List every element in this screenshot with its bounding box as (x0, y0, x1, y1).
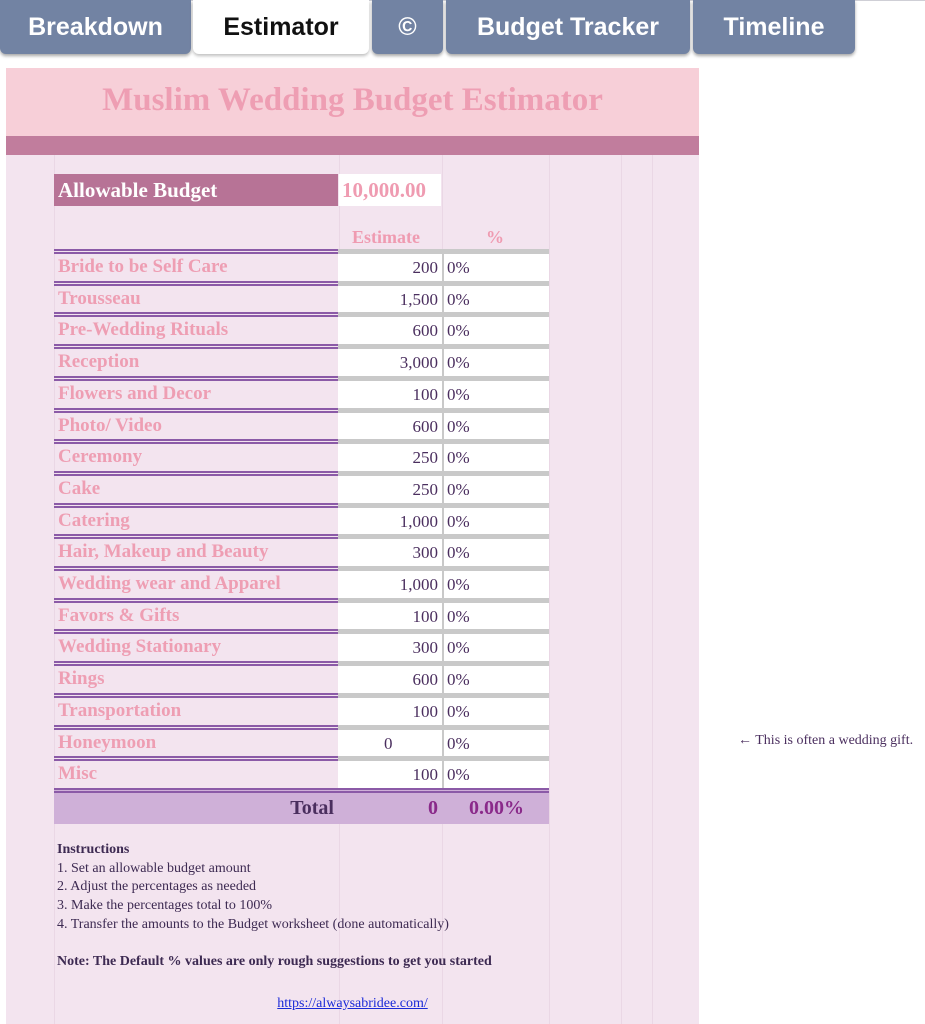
header-stripe (6, 136, 699, 155)
instructions-heading: Instructions (57, 842, 130, 857)
tab-breakdown[interactable]: Breakdown (0, 0, 191, 54)
budget-row (54, 249, 549, 281)
percent-cell[interactable]: 0% (444, 603, 549, 630)
estimate-cell[interactable]: 3,000 (338, 349, 442, 376)
estimate-cell[interactable]: 100 (338, 381, 442, 408)
category-label: Transportation (58, 699, 182, 721)
tab-copyright[interactable]: © (372, 0, 443, 54)
total-percent: 0.00% (469, 797, 524, 819)
estimate-cell[interactable]: 600 (338, 666, 442, 693)
budget-row (54, 312, 549, 344)
allowable-budget-cell[interactable]: 10,000.00 (339, 174, 441, 206)
category-label: Photo/ Video (58, 414, 162, 436)
category-label: Honeymoon (58, 731, 157, 753)
category-label: Pre-Wedding Rituals (58, 319, 229, 341)
category-label: Rings (58, 668, 105, 690)
estimate-cell[interactable]: 1,000 (338, 508, 442, 535)
budget-row (54, 629, 549, 661)
category-label: Wedding wear and Apparel (58, 573, 281, 594)
sheet-title: Muslim Wedding Budget Estimator (102, 82, 603, 118)
budget-row (54, 471, 549, 503)
budget-row (54, 344, 549, 376)
instructions-note: Note: The Default % values are only rough suggestions to get you started (57, 954, 492, 969)
category-label: Wedding Stationary (58, 636, 222, 658)
percent-column-header: % (486, 227, 504, 247)
category-label: Hair, Makeup and Beauty (58, 541, 269, 563)
category-label: Reception (58, 351, 140, 373)
estimate-cell[interactable]: 300 (338, 539, 442, 566)
total-row (54, 790, 549, 824)
category-label: Ceremony (58, 446, 143, 468)
percent-cell[interactable]: 0% (444, 508, 549, 535)
category-label: Catering (58, 509, 130, 531)
estimate-cell[interactable]: 0 (338, 730, 442, 757)
website-link[interactable]: https://alwaysabridee.com/ (277, 996, 428, 1011)
category-label: Flowers and Decor (58, 382, 212, 404)
budget-row (54, 408, 549, 440)
percent-cell[interactable]: 0% (444, 254, 549, 281)
budget-row (54, 376, 549, 408)
category-label: Trousseau (58, 287, 141, 309)
tab-timeline[interactable]: Timeline (693, 0, 855, 54)
budget-row (54, 693, 549, 725)
percent-cell[interactable]: 0% (444, 698, 549, 725)
budget-row (54, 756, 549, 788)
percent-cell[interactable]: 0% (444, 286, 549, 313)
budget-row (54, 725, 549, 757)
budget-row (54, 534, 549, 566)
percent-cell[interactable]: 0% (444, 444, 549, 471)
estimate-cell[interactable]: 1,000 (338, 571, 442, 598)
estimator-sheet (6, 68, 699, 1024)
instruction-step: 3. Make the percentages total to 100% (57, 898, 272, 913)
estimate-cell[interactable]: 300 (338, 634, 442, 661)
budget-row (54, 281, 549, 313)
percent-cell[interactable]: 0% (444, 539, 549, 566)
estimate-cell[interactable]: 100 (338, 698, 442, 725)
instruction-step: 2. Adjust the percentages as needed (57, 879, 257, 894)
category-label: Bride to be Self Care (58, 256, 228, 277)
tab-budget-tracker[interactable]: Budget Tracker (446, 0, 690, 54)
category-label: Cake (58, 477, 101, 499)
estimate-cell[interactable]: 250 (338, 444, 442, 471)
percent-cell[interactable]: 0% (444, 634, 549, 661)
estimate-cell[interactable]: 100 (338, 761, 442, 788)
estimate-cell[interactable]: 250 (338, 476, 442, 503)
grid-line (621, 155, 622, 1024)
instruction-step: 4. Transfer the amounts to the Budget worksheet (done automatically) (57, 917, 449, 932)
percent-cell[interactable]: 0% (444, 317, 549, 344)
budget-row (54, 598, 549, 630)
percent-cell[interactable]: 0% (444, 381, 549, 408)
instruction-step: 1. Set an allowable budget amount (57, 861, 251, 876)
estimate-cell[interactable]: 600 (338, 317, 442, 344)
estimate-cell[interactable]: 600 (338, 413, 442, 440)
percent-cell[interactable]: 0% (444, 571, 549, 598)
budget-row (54, 503, 549, 535)
allowable-budget-label: Allowable Budget (54, 174, 338, 206)
estimate-cell[interactable]: 200 (338, 254, 442, 281)
category-label: Misc (58, 763, 98, 785)
percent-cell[interactable]: 0% (444, 349, 549, 376)
percent-cell[interactable]: 0% (444, 476, 549, 503)
percent-cell[interactable]: 0% (444, 761, 549, 788)
sheet-tab-bar (0, 0, 925, 56)
total-row-border (54, 788, 549, 793)
honeymoon-side-note: ← This is often a wedding gift. (738, 733, 914, 748)
estimate-column-header: Estimate (352, 227, 420, 247)
percent-cell[interactable]: 0% (444, 413, 549, 440)
budget-row (54, 439, 549, 471)
grid-line (549, 155, 550, 1024)
budget-row (54, 661, 549, 693)
total-label: Total (290, 797, 334, 819)
grid-line (652, 155, 653, 1024)
estimate-cell[interactable]: 100 (338, 603, 442, 630)
category-label: Favors & Gifts (58, 604, 180, 626)
percent-cell[interactable]: 0% (444, 666, 549, 693)
total-estimate: 0 (428, 797, 438, 819)
tab-estimator[interactable]: Estimator (193, 0, 369, 54)
estimate-cell[interactable]: 1,500 (338, 286, 442, 313)
percent-cell[interactable]: 0% (444, 730, 549, 757)
budget-row (54, 566, 549, 598)
